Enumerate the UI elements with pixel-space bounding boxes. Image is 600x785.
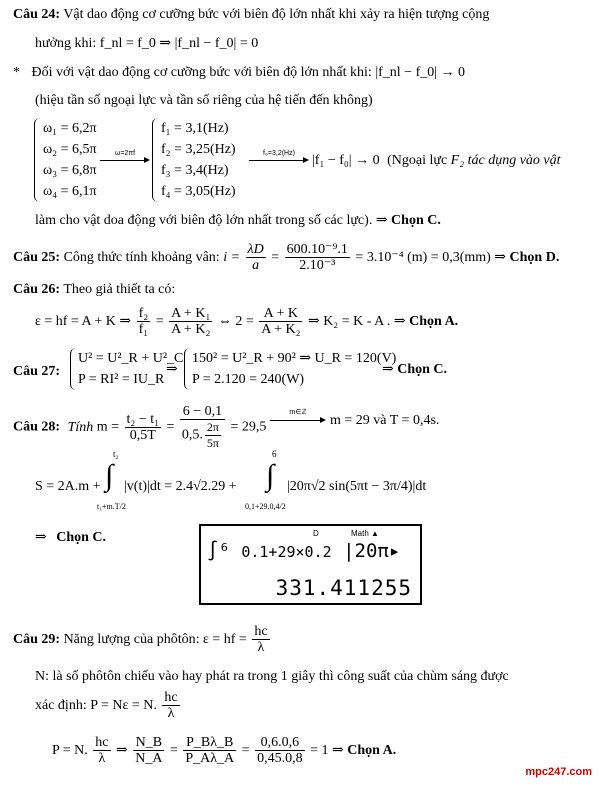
q29-final-frac2-den: N_A [135,751,163,767]
q24-star: * [13,65,20,80]
q26-answer: Chọn A. [409,314,459,329]
q26-eq3: ⇔ 2 = [217,314,254,329]
q26-frac-a-den: f₁ [138,322,149,338]
q29-p-frac [162,690,179,721]
calc-expr-int: ∫⁶ [207,540,230,562]
q29-n-line2 [35,688,182,724]
q28-int2-body: |20π√2 sin(5πt − 3π/4)|dt [287,479,427,494]
q29-frac1-den: λ [257,640,265,656]
q28-frac1-num: t₂ − t₁ [126,412,159,427]
q27-right1: 150² = U²_R + 90² ⇒ U_R = 120(V) [192,351,397,366]
q29-final-pre: P = N. [52,743,88,758]
q28-m-eq: m = [96,419,120,435]
q29-n-line1: N: là số phôtôn chiếu vào hay phát ra trong 1 giây thì công suất của chùm sáng được [35,669,509,684]
q26-frac-b [169,306,212,337]
q29-final-frac3 [183,735,236,766]
q28-int2-top: 6 [272,449,277,459]
calculator-screen [199,524,422,605]
q25-label: Câu 25: [13,250,61,265]
q26-text: Theo giả thiết ta có: [63,282,176,297]
q26-frac-c-den: A + K₂ [261,322,301,338]
q25-line [13,240,559,276]
q28-int2-sign: ∫ [266,459,275,492]
q24-label: Câu 24: [13,7,61,22]
q26-line2 [35,304,458,340]
q29-p-frac-num: hc [164,690,178,706]
q29-answer: Chọn A. [347,743,397,758]
q24-answer: Chọn C. [391,213,441,228]
q25-eq: = [271,250,280,265]
q29-final-frac4 [255,735,305,766]
q24-omega-4: ω₄ = 6,1π [43,184,97,199]
q28-frac2 [180,404,225,451]
calc-expr-bounds: 0.1+29×0.2 [241,543,332,561]
q28-arrow [270,420,324,421]
q29-final-line [52,733,396,769]
q29-final-frac2 [133,735,164,766]
q24-last-pre: làm cho vật doa động với biên độ lớn nhất trong số các lực). ⇒ [35,213,388,228]
q28-frac2-den [180,420,225,451]
q29-line1 [13,622,272,658]
q27-label: Câu 27: [13,364,61,379]
q28-frac1 [125,412,161,443]
q24-line1 [13,6,489,24]
q29-final-frac1 [93,735,110,766]
q29-final-frac4-num: 0,6.0,6 [255,735,305,751]
q24-freq-2: f₂ = 3,25(Hz) [161,142,236,157]
q26-line1 [13,281,175,299]
calc-result: 331.411255 [275,576,412,600]
q25-i-eq: i = [223,250,241,265]
q29-final-arrow: ⇒ [116,743,128,758]
q24-formula1: f_nl = f_0 ⇒ |f_nl − f_0| = 0 [99,36,259,51]
watermark: mpc247.com [525,766,592,778]
q26-eq4: ⇒ K₂ = K - A . ⇒ [307,314,406,329]
q24-freq-4: f₄ = 3,05(Hz) [161,184,236,199]
q28-frac2-den-pre: 0,5. [181,427,203,443]
q25-frac1 [246,242,266,273]
q24-text1: Vật dao động cơ cưỡng bức với biên độ lớn nhất khi xảy ra hiện tượng cộng [63,7,490,22]
q29-final-frac1-den: λ [98,751,106,767]
q24-result-italic: F₂ tác dụng vào vật [450,153,561,168]
q28-frac1-den: 0,5T [129,428,156,443]
q28-frac2-inner-den: 5π [206,436,219,450]
q24-freq-3: f₃ = 3,4(Hz) [161,163,229,178]
q26-eq1: ε = hf = A + K ⇒ [35,314,132,329]
q29-label: Câu 29: [13,632,61,647]
q24-note1-formula: |f_nl − f_0| → 0 [375,65,466,80]
q28-int2-bot: 0,1+29.0,4/2 [245,502,286,511]
q27-right2: P = 2.120 = 240(W) [192,372,305,387]
q26-frac-c-num: A + K [259,306,302,322]
q24-result-line [312,152,561,170]
q24-text2: hưởng khi: [35,36,97,51]
calc-expr-body: |20π▸ [343,540,401,562]
q28-val: = 29,5 [230,419,267,435]
q29-eq1: ε = hf = [202,632,247,647]
q27-left1: U² = U²_R + U²_C [78,351,184,366]
q29-final-eq: = [169,743,178,758]
q27-left-brace [70,348,77,390]
q27-right-brace [184,348,191,390]
q25-frac2 [285,242,350,273]
q28-frac2-num: 6 − 0,1 [180,404,225,420]
q24-arrow2 [249,160,307,161]
q26-frac-a [137,306,151,337]
q26-eq2: = [155,314,164,329]
q24-note-line [13,64,465,82]
q27-answer-arrow: ⇒ [382,362,394,377]
q27-answer-line [382,361,447,379]
q28-conclusion-arrow: ⇒ [35,530,47,545]
q28-conclusion-line [35,529,106,547]
q24-omega-2: ω₂ = 6,5π [43,142,97,157]
calc-indicator-math: Math ▲ [351,529,379,538]
q29-final-eq2: = [241,743,250,758]
q29-frac1-num: hc [254,624,268,640]
q29-final-frac3-den: P_Aλ_A [185,751,235,767]
q25-frac1-num: λD [247,242,264,258]
calc-expression [207,540,400,562]
q29-final-frac2-num: N_B [133,735,164,751]
q25-frac1-den: a [252,258,260,274]
q28-int1-top: t₂ [113,449,119,459]
q24-last-line [35,212,441,230]
q24-omega-brace [34,118,41,202]
q28-int1-bot: t₁+m.T/2 [97,502,126,511]
q25-answer: Chọn D. [509,250,560,265]
q29-text: Năng lượng của phôtôn: [63,632,200,647]
q28-label: Câu 28: [13,419,61,435]
q29-p-eq: P = Nε = N. [90,698,157,713]
q25-result: = 3.10⁻⁴ (m) = 0,3(mm) ⇒ [355,250,507,265]
q24-line2 [35,35,258,53]
q26-frac-b-den: A + K₂ [171,322,211,338]
q24-result-pre: (Ngoại lực [387,153,448,168]
q26-frac-a-num: f₂ [138,306,149,322]
calc-indicator-d: D [313,529,319,538]
q29-final-frac4-den: 0,45.0,8 [257,751,303,767]
q29-final-end: = 1 ⇒ [310,743,344,758]
q28-int1-sign: ∫ [105,459,114,492]
q28-text: Tính [67,419,94,435]
q29-frac1 [252,624,269,655]
q28-frac2-inner-num: 2π [206,420,219,434]
q29-final-frac3-num: P_Bλ_B [183,735,236,751]
q28-after: m = 29 và T = 0,4s. [330,413,440,428]
q26-frac-b-num: A + K₁ [171,306,211,322]
q25-text: Công thức tính khoảng vân: [63,250,220,265]
q28-s-line: S = 2A.m + [35,479,101,494]
q24-result-formula: |f₁ − f₀| → 0 [312,153,380,168]
q24-omega-1: ω₁ = 6,2π [43,121,97,136]
q24-arrow1 [100,160,148,161]
q24-note2: (hiệu tần số ngoại lực và tần số riêng của hệ tiến đến không) [35,93,373,108]
q27-left2: P = RI² = IU_R [78,372,165,387]
q28-frac2-inner [205,420,221,451]
q28-arrow-label: m∈ℤ [289,409,307,416]
q24-omega-3: ω₃ = 6,8π [43,163,97,178]
q29-p-frac-den: λ [167,706,175,722]
q24-note1: Đối với vật dao động cơ cưỡng bức với biên độ lớn nhất khi: [31,65,372,80]
q25-frac2-den: 2.10⁻³ [299,258,336,274]
q26-frac-c [259,306,302,337]
q24-freq-brace [152,118,159,202]
q29-n-line2-text: xác định: [35,698,87,713]
q24-freq-1: f₁ = 3,1(Hz) [161,121,229,136]
q26-label: Câu 26: [13,282,61,297]
q25-frac2-num: 600.10⁻⁹.1 [286,242,348,258]
q27-answer: Chọn C. [397,362,448,377]
q24-arrow1-label: ω=2πf [114,150,136,157]
q28-conclusion: Chọn C. [56,530,107,545]
q24-arrow2-label: f₀=3,2(Hz) [263,150,295,157]
q28-line1 [13,404,266,451]
q29-final-frac1-num: hc [95,735,109,751]
q28-eq: = [166,419,175,435]
q27-arrow: ⇒ [166,362,178,377]
q28-int1-body: |v(t)|dt = 2.4√2.29 + [124,479,237,494]
